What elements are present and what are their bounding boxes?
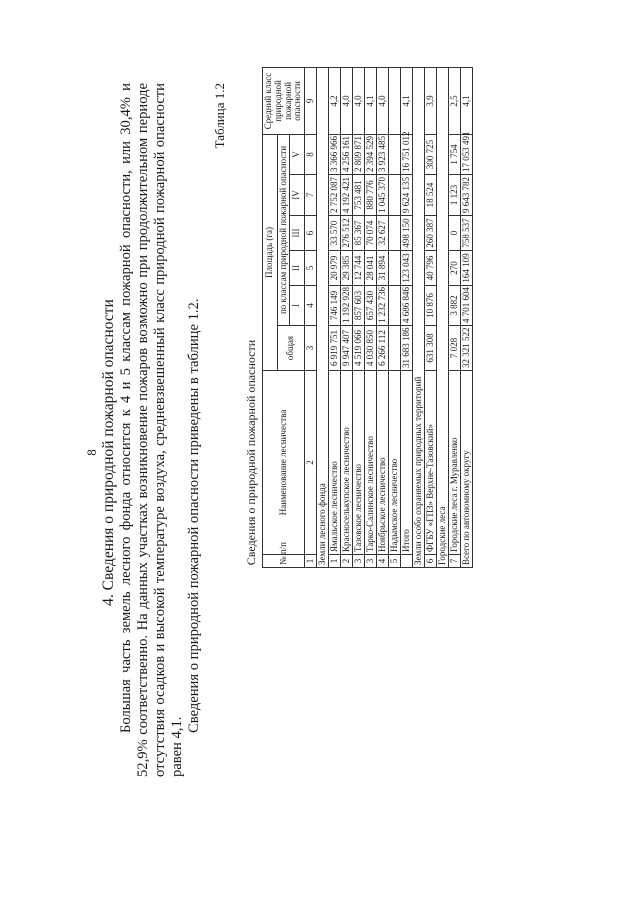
table-cell-c1: 746 149 — [329, 286, 341, 326]
table-cell-c1: 857 603 — [353, 286, 365, 326]
table-cell-total — [389, 326, 401, 371]
table-cell-c4: 2 752 087 — [329, 175, 341, 216]
header-class-3: III — [290, 216, 305, 251]
table-cell-no: 4 — [377, 555, 389, 568]
table-cell-avg: 4,0 — [353, 67, 365, 134]
table-cell-avg: 4,1 — [401, 67, 413, 134]
header-class-2: II — [290, 251, 305, 286]
table-row — [401, 67, 413, 567]
table-cell-avg: 2,5 — [449, 67, 461, 134]
group-title: Земли лесного фонда — [317, 67, 329, 567]
table-cell-total: 31 683 186 — [401, 326, 413, 371]
table-cell-c1 — [389, 286, 401, 326]
table-cell-c4: 9 643 782 — [461, 175, 473, 216]
table-cell-c1: 10 876 — [425, 286, 437, 326]
body-text — [118, 83, 203, 777]
header-avg-class: Средний класс природной пожарной опасности — [263, 67, 305, 134]
table-cell-c2: 31 894 — [377, 251, 389, 286]
table-caption: Сведения о природной пожарной опасности — [244, 339, 258, 566]
table-cell-name: Тазовское лесничество — [353, 371, 365, 555]
table-row — [389, 67, 401, 567]
group-row — [413, 67, 425, 567]
index-cell: 5 — [305, 251, 317, 286]
table-cell-c1: 4 701 604 — [461, 286, 473, 326]
index-cell: 6 — [305, 216, 317, 251]
table-cell-c5: 17 053 491 — [461, 134, 473, 174]
table-cell-c5 — [389, 134, 401, 174]
table-cell-no: 5 — [389, 555, 401, 568]
table-cell-c1: 657 430 — [365, 286, 377, 326]
table-cell-c3: 758 537 — [461, 216, 473, 251]
table-cell-c3 — [389, 216, 401, 251]
table-cell-name: Красноселькупское лесничество — [341, 371, 353, 555]
table-cell-avg: 4,2 — [329, 67, 341, 134]
section-title: 4. Сведения о природной пожарной опасности — [100, 299, 117, 606]
table-label: Таблица 1.2 — [212, 83, 227, 149]
table-cell-total: 4 030 850 — [365, 326, 377, 371]
table-row — [365, 67, 377, 567]
page-number: 8 — [84, 449, 99, 456]
table-cell-c5: 2 394 529 — [365, 134, 377, 174]
table-cell-avg — [389, 67, 401, 134]
table-cell-c5: 16 751 012 — [401, 134, 413, 174]
table-cell-name: Итого — [401, 371, 413, 555]
group-title: Городские леса — [437, 67, 449, 567]
table-cell-c1: 1 192 928 — [341, 286, 353, 326]
table-cell-name: Ноябрьское лесничество — [377, 371, 389, 555]
table-body — [317, 67, 473, 567]
table-cell-c2: 12 744 — [353, 251, 365, 286]
index-cell: 8 — [305, 134, 317, 174]
table-cell-c2: 164 109 — [461, 251, 473, 286]
table-cell-c3: 260 387 — [425, 216, 437, 251]
table-cell-c1: 3 882 — [449, 286, 461, 326]
table-cell-total: 631 308 — [425, 326, 437, 371]
header-no: № п/п — [263, 555, 305, 568]
table-cell-c4: 18 524 — [425, 175, 437, 216]
table-cell-c3: 0 — [449, 216, 461, 251]
table-row — [449, 67, 461, 567]
table-cell-c2: 28 041 — [365, 251, 377, 286]
table-cell-c2: 270 — [449, 251, 461, 286]
table-cell-c5: 1 754 — [449, 134, 461, 174]
table-cell-c4 — [389, 175, 401, 216]
table-cell-c2: 40 796 — [425, 251, 437, 286]
table-cell-total: 6 919 751 — [329, 326, 341, 371]
header-class-4: IV — [290, 175, 305, 216]
table-row — [353, 67, 365, 567]
table-cell-c2 — [389, 251, 401, 286]
table-cell-c5: 2 809 871 — [353, 134, 365, 174]
table-cell-c3: 498 150 — [401, 216, 413, 251]
table-cell-c3: 276 512 — [341, 216, 353, 251]
paragraph: Большая часть земель лесного фонда относится к 4 и 5 классам пожарной опасности, или 30,4% и 52,9% соответственно. На данных участках возникновение пожаров возможно при продолжительном периоде отсутствия осадков и высокой температуре воздуха, средневзвешенный класс природной пожарной опасности равен 4,1. — [118, 83, 185, 777]
table-cell-c4: 880 776 — [365, 175, 377, 216]
table-cell-no: 3 — [353, 555, 365, 568]
table-cell-c4: 9 624 135 — [401, 175, 413, 216]
table-cell-c5: 300 725 — [425, 134, 437, 174]
table-cell-no: 2 — [341, 555, 353, 568]
group-row — [437, 67, 449, 567]
table-cell-no — [401, 555, 413, 568]
table-cell-avg: 4,1 — [365, 67, 377, 134]
table-cell-c4: 1 123 — [449, 175, 461, 216]
table-cell-name: Всего по автономному округу — [461, 371, 473, 568]
group-title: Земли особо охраняемых природных территорий — [413, 67, 425, 567]
table-cell-total: 6 266 112 — [377, 326, 389, 371]
table-cell-name: Городские леса г. Муравленко — [449, 371, 461, 555]
table-cell-no: 7 — [449, 555, 461, 568]
grand-total-row — [461, 67, 473, 567]
table-cell-total: 7 028 — [449, 326, 461, 371]
table-cell-avg: 4,0 — [341, 67, 353, 134]
index-cell: 3 — [305, 326, 317, 371]
fire-danger-table — [262, 67, 473, 568]
table-cell-c1: 1 232 736 — [377, 286, 389, 326]
table-cell-avg: 4,1 — [461, 67, 473, 134]
table-cell-total: 32 321 522 — [461, 326, 473, 371]
table-row — [425, 67, 437, 567]
index-cell: 1 — [305, 555, 317, 568]
table-cell-avg: 3,9 — [425, 67, 437, 134]
table-cell-no: 3 — [365, 555, 377, 568]
index-cell: 9 — [305, 67, 317, 134]
header-by-class: по классам природной пожарной опасности — [278, 134, 290, 325]
table-cell-name: Ямальское лесничество — [329, 371, 341, 555]
table-cell-c4: 4 192 421 — [341, 175, 353, 216]
table-cell-c5: 3 366 966 — [329, 134, 341, 174]
header-total: общая — [278, 326, 305, 371]
table-cell-name: ФГБУ «ГПЗ» Верхне-Тазовский» — [425, 371, 437, 555]
header-area: Площадь (га) — [263, 134, 278, 370]
table-cell-c1: 4 686 846 — [401, 286, 413, 326]
table-cell-c4: 753 481 — [353, 175, 365, 216]
table-cell-total: 9 947 407 — [341, 326, 353, 371]
table-cell-c3: 70 074 — [365, 216, 377, 251]
paragraph: Сведения о природной пожарной опасности приведены в таблице 1.2. — [186, 298, 202, 733]
header-class-1: I — [290, 286, 305, 326]
index-cell: 2 — [305, 371, 317, 555]
table-cell-c2: 20 979 — [329, 251, 341, 286]
table-row — [341, 67, 353, 567]
header-name: Наименование лесничества — [263, 371, 305, 555]
index-cell: 4 — [305, 286, 317, 326]
table-cell-avg: 4,0 — [377, 67, 389, 134]
table-row — [329, 67, 341, 567]
index-cell: 7 — [305, 175, 317, 216]
table-cell-c2: 123 043 — [401, 251, 413, 286]
table-cell-name: Надымское лесничество — [389, 371, 401, 555]
table-row — [377, 67, 389, 567]
table-cell-no: 6 — [425, 555, 437, 568]
table-cell-name: Тарко-Салинское лесничество — [365, 371, 377, 555]
table-cell-c3: 85 367 — [353, 216, 365, 251]
header-class-5: V — [290, 134, 305, 174]
table-cell-c3: 32 627 — [377, 216, 389, 251]
table-cell-c4: 1 045 370 — [377, 175, 389, 216]
table-cell-c5: 4 256 161 — [341, 134, 353, 174]
table-cell-c2: 29 385 — [341, 251, 353, 286]
table-cell-no: 1 — [329, 555, 341, 568]
table-cell-total: 4 519 066 — [353, 326, 365, 371]
table-cell-c5: 3 923 485 — [377, 134, 389, 174]
group-row — [317, 67, 329, 567]
table-cell-c3: 33 570 — [329, 216, 341, 251]
